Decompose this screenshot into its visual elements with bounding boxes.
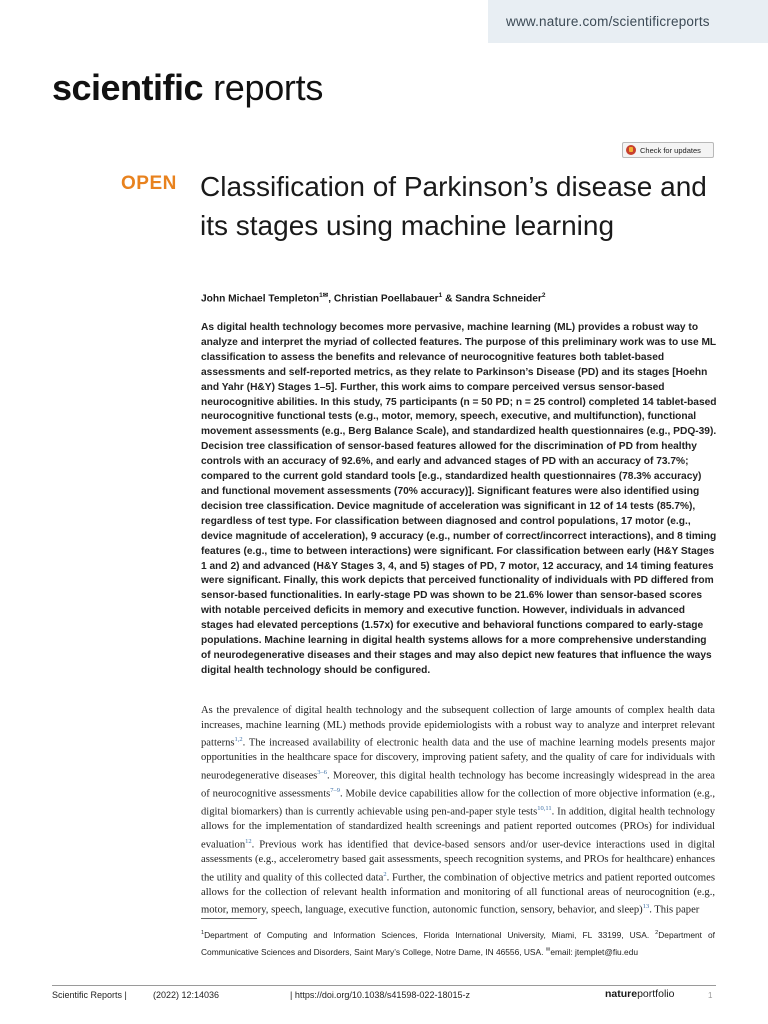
reference-citation[interactable]: 2: [383, 870, 387, 878]
open-access-label: OPEN: [121, 173, 177, 194]
body-text: As the prevalence of digital health technology and the subsequent collection of large amounts of complex health data increases, machine learning (ML) methods provide epidemiologists with a robust way to analyze and interpret relevant patterns: [201, 705, 715, 749]
author-name[interactable]: John Michael Templeton: [201, 293, 320, 305]
footer-divider: [52, 985, 716, 986]
article-title: Classification of Parkinson’s disease and its stages using machine learning: [200, 171, 707, 241]
author-list: [201, 291, 546, 304]
reference-citation[interactable]: 7–9: [330, 787, 341, 795]
affiliations-footnote: [201, 926, 715, 959]
page-number: 1: [708, 991, 713, 1000]
affiliation-sup: 2: [655, 930, 659, 936]
body-text: . Moreover, this digital health technology has become increasingly widespread in the area of neurocognitive assessments: [201, 770, 715, 800]
footnote-divider: [201, 918, 257, 919]
reference-citation[interactable]: 1,2: [234, 736, 243, 744]
author-affiliation-sup: 2: [541, 292, 546, 299]
footer-volume: (2022) 12:14036: [153, 990, 220, 1000]
body-text: . In addition, digital health technology allows for the implementation of standardized health screenings and patient reported outcomes (PROs) for individual evaluation: [201, 806, 716, 851]
body-text: . This paper: [649, 904, 700, 916]
author-separator: ,: [328, 293, 334, 305]
reference-citation[interactable]: 12: [245, 837, 252, 845]
footer-journal: Scientific Reports |: [52, 990, 127, 1000]
check-for-updates-label: Check for updates: [640, 145, 701, 155]
body-text: . The increased availability of electronic health data and the use of machine learning models presents major opportunities in the healthcare space for discovery, improving patient safety, and the quality of care for individuals with neurodegenerative diseases: [201, 737, 715, 782]
author-separator: &: [442, 293, 456, 305]
body-text: . Previous work has identified that device-based sensors and/or user-device interactions used in digital assessments (e.g., accelerometry based gait assessments, speech recognition systems, and PROs for healthcare) enhances the utility and quality of this collected data: [201, 839, 715, 884]
author-affiliation-sup: 1✉: [319, 292, 329, 299]
abstract: As digital health technology becomes more pervasive, machine learning (ML) provides a robust way to analyze and interpret the myriad of collected features. The purpose of this preliminary work was to use ML classification to assess the benefits and relevance of neurocognitive features both tablet-based assessments and self-reported metrics, as they relate to Parkinson’s Disease (PD) and its stages [Hoehn and Yahr (H&Y) Stages 1–5]. Further, this work aims to compare perceived versus sensor-based neurocognitive abilities. In this study, 75 participants (n = 50 PD; n = 25 control) completed 14 tablet-based neurocognitive functional tests (e.g., motor, memory, speech, executive, and multifunction), functional movement assessments (e.g., Berg Balance Scale), and standardized health questionnaires (e.g., PDQ-39). Decision tree classification of sensor-based features allowed for the discrimination of PD from healthy controls with an accuracy of 92.6%, and early and advanced stages of PD with an accuracy of 73.7%; compared to the current gold standard tools [e.g., standardized health questionnaires (78.3% accuracy) and functional movement assessments (70% accuracy)]. Significant features were also identified using decision tree classification. Device magnitude of acceleration was significant in 12 of 14 tests (85.7%), regardless of test type. For classification between diagnosed and control populations, 17 motor (e.g., device magnitude of acceleration), 9 accuracy (e.g., number of correct/incorrect interactions), and 8 timing features (e.g., time to between interactions) were significant. For classification between early (H&Y Stages 1 and 2) and advanced (H&Y Stages 3, 4, and 5) stages of PD, 7 motor, 12 accuracy, and 14 timing features were significant. Finally, this work depicts that perceived functionality of individuals with PD differed from sensor-based functionalities. In early-stage PD was shown to be 21.6% lower than sensor-based scores with notable perceived deficits in memory and executive function. However, individuals in advanced stages had elevated perceptions (1.57x) for executive and behavioral functions compared to early-stage populations. Machine learning in digital health systems allows for a more comprehensive understanding of neurodegenerative diseases and their stages and may also depict new features that influence the ways digital health technology should be configured.: [201, 322, 717, 676]
body-text: . Further, the combination of objective metrics and patient reported outcomes allows for the collection of relevant health information and monitoring of all functional areas of neurocognition (e.g., motor, memory, speech, language, executive function, autonomic function, sensory, behavior, and sleep): [201, 872, 715, 916]
introduction-paragraph: [201, 704, 715, 918]
footer-doi-link[interactable]: | https://doi.org/10.1038/s41598-022-18015-z: [290, 990, 470, 1000]
author-name[interactable]: Christian Poellabauer: [333, 293, 439, 305]
journal-logo-bold: scientific: [52, 67, 204, 108]
affiliation-1: Department of Computing and Information Sciences, Florida International University, Miami, FL 33199, USA.: [204, 929, 656, 940]
journal-logo-light: reports: [213, 67, 324, 108]
author-name[interactable]: Sandra Schneider: [455, 293, 542, 305]
crossmark-icon: [626, 145, 636, 155]
journal-url[interactable]: www.nature.com/scientificreports: [506, 14, 710, 29]
reference-citation[interactable]: 10,11: [537, 805, 552, 813]
nature-portfolio-logo: [605, 988, 674, 1000]
affiliation-sup: 1: [201, 930, 205, 936]
affiliation-2: Department of Communicative Sciences and Disorders, Saint Mary’s College, Notre Dame, IN 46556, USA.: [201, 929, 715, 957]
reference-citation[interactable]: 13: [642, 903, 650, 911]
corresponding-email[interactable]: email: jtemplet@fiu.edu: [550, 946, 639, 957]
journal-logo: [52, 66, 323, 110]
brand-light: portfolio: [637, 988, 675, 1000]
brand-bold: nature: [605, 988, 638, 1000]
author-affiliation-sup: 1: [438, 292, 443, 299]
check-for-updates-button[interactable]: [622, 142, 714, 158]
envelope-icon: ✉: [545, 946, 551, 953]
reference-citation[interactable]: 3–6: [317, 768, 328, 776]
body-text: . Mobile device capabilities allow for the collection of more objective information (e.g., digital biomarkers) than is currently achievable using pen-and-paper style tests: [201, 788, 715, 818]
